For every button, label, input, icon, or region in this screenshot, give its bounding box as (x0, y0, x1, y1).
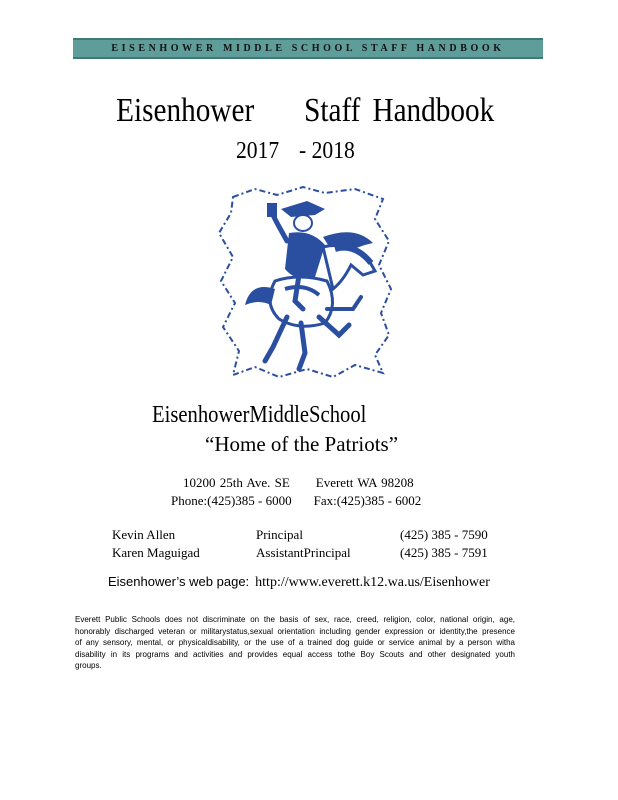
street-address: 10200 25th Ave. SE (183, 475, 290, 490)
banner-text: EISENHOWER MIDDLE SCHOOL STAFF HANDBOOK (111, 43, 505, 54)
nondiscrimination-notice: Everett Public Schools does not discriminate on the basis of sex, race, creed, religion, color, national origin, age, honorably discharged veteran or militarystatus,sexual orientation including gender expression or identity,the presence of any sensory, mental, or physicaldisability, or the use of a trained dog guide or service animal by a person witha disability in its programs and activities and provides equal access tothe Boy Scouts and other designated youth groups. (75, 615, 515, 670)
title-word-handbook: Handbook (372, 92, 495, 129)
title-word-eisenhower: Eisenhower (116, 92, 255, 129)
staff-role: Principal (256, 527, 303, 542)
staff-name: Kevin Allen (112, 527, 176, 542)
school-motto: “Home of the Patriots” (205, 432, 399, 456)
staff-phone: (425) 385 - 7591 (400, 545, 488, 560)
year-start: 2017 (236, 138, 280, 164)
staff-role: AssistantPrincipal (256, 545, 351, 560)
phone-number: Phone:(425)385 - 6000 (171, 493, 292, 508)
title-word-staff: Staff (304, 92, 361, 129)
staff-phone: (425) 385 - 7590 (400, 527, 488, 542)
school-address (183, 475, 414, 491)
city-state-zip: Everett WA 98208 (315, 475, 414, 490)
fax-number: Fax:(425)385 - 6002 (313, 493, 422, 508)
website-label: Eisenhower’s web page: (108, 574, 250, 589)
contact-numbers (171, 493, 421, 509)
year-end: - 2018 (299, 138, 355, 164)
patriot-rider-on-horse-icon (215, 185, 395, 380)
header-banner (73, 38, 543, 59)
page-title (39, 92, 570, 130)
school-name: EisenhowerMiddleSchool (152, 402, 367, 428)
website-url[interactable]: http://www.everett.k12.wa.us/Eisenhower (255, 575, 490, 590)
school-year (236, 138, 355, 165)
staff-name: Karen Maguigad (112, 545, 200, 560)
website-line (108, 574, 490, 591)
